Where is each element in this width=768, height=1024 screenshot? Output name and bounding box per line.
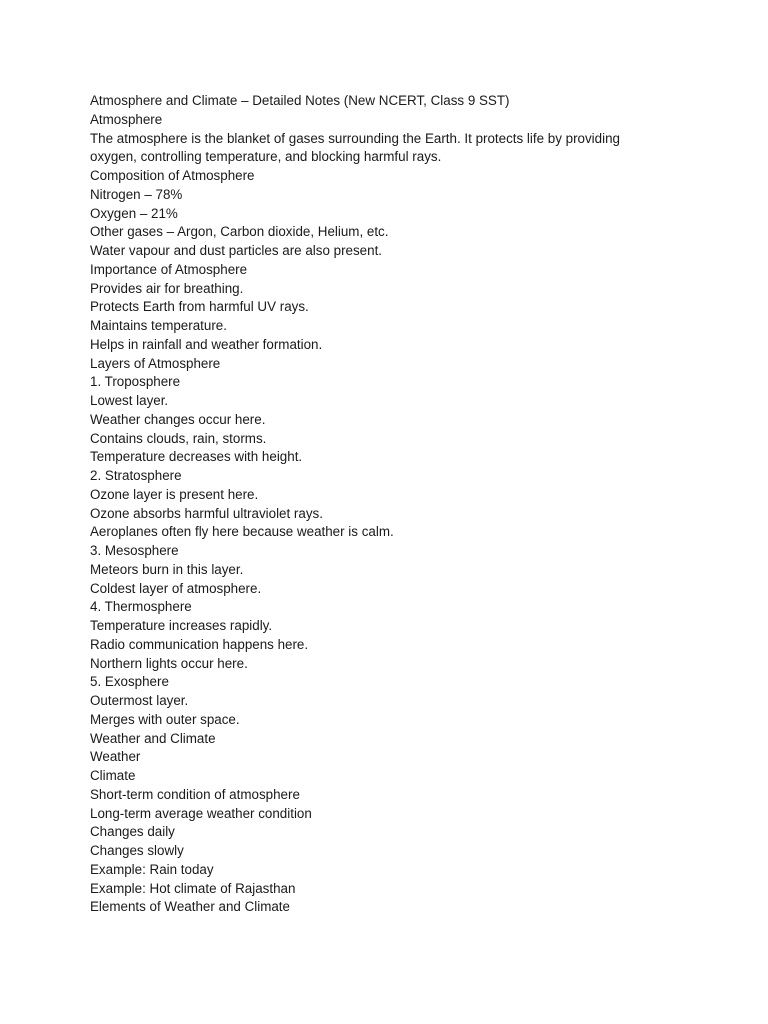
subheading-stratosphere: 2. Stratosphere <box>90 468 182 483</box>
list-item: Water vapour and dust particles are also present. <box>90 243 383 258</box>
document-title: Atmosphere and Climate – Detailed Notes (New NCERT, Class 9 SST) <box>90 93 510 108</box>
subheading-mesosphere: 3. Mesosphere <box>90 543 179 558</box>
intro-paragraph: The atmosphere is the blanket of gases surrounding the Earth. It protects life by providing oxygen, controlling temperature, and blocking harmful rays. <box>90 130 620 165</box>
list-item: Changes daily <box>90 824 175 840</box>
list-item: Example: Rain today <box>90 861 214 877</box>
list-item: Temperature increases rapidly. <box>90 618 273 633</box>
list-item: Weather changes occur here. <box>90 411 266 427</box>
heading-atmosphere: Atmosphere <box>90 111 163 127</box>
list-item: Ozone layer is present here. <box>90 486 259 502</box>
heading-weather-climate: Weather and Climate <box>90 730 216 746</box>
list-item: Northern lights occur here. <box>90 655 248 671</box>
subheading-troposphere: 1. Troposphere <box>90 374 181 390</box>
list-item: Coldest layer of atmosphere. <box>90 580 262 596</box>
list-item: Provides air for breathing. <box>90 280 244 296</box>
list-item: Climate <box>90 768 136 783</box>
list-item: Short-term condition of atmosphere <box>90 786 300 802</box>
list-item: Contains clouds, rain, storms. <box>90 430 267 446</box>
list-item: Example: Hot climate of Rajasthan <box>90 880 296 896</box>
list-item: Changes slowly <box>90 843 184 858</box>
list-item: Lowest layer. <box>90 393 169 408</box>
heading-elements: Elements of Weather and Climate <box>90 899 290 915</box>
list-item: Helps in rainfall and weather formation. <box>90 336 323 352</box>
heading-importance: Importance of Atmosphere <box>90 261 248 277</box>
list-item: Oxygen – 21% <box>90 205 178 221</box>
list-item: Meteors burn in this layer. <box>90 561 244 577</box>
list-item: Ozone absorbs harmful ultraviolet rays. <box>90 505 323 521</box>
list-item: Radio communication happens here. <box>90 636 309 652</box>
heading-composition: Composition of Atmosphere <box>90 168 255 183</box>
list-item: Long-term average weather condition <box>90 805 312 821</box>
subheading-thermosphere: 4. Thermosphere <box>90 599 192 615</box>
heading-layers: Layers of Atmosphere <box>90 355 221 371</box>
list-item: Protects Earth from harmful UV rays. <box>90 299 309 315</box>
list-item: Merges with outer space. <box>90 711 240 727</box>
list-item: Other gases – Argon, Carbon dioxide, Helium, etc. <box>90 224 389 240</box>
list-item: Nitrogen – 78% <box>90 186 183 202</box>
list-item: Outermost layer. <box>90 693 189 708</box>
list-item: Maintains temperature. <box>90 318 227 333</box>
list-item: Weather <box>90 749 141 765</box>
list-item: Aeroplanes often fly here because weather is calm. <box>90 524 394 540</box>
document-body <box>90 92 690 917</box>
subheading-exosphere: 5. Exosphere <box>90 674 169 690</box>
list-item: Temperature decreases with height. <box>90 449 303 465</box>
